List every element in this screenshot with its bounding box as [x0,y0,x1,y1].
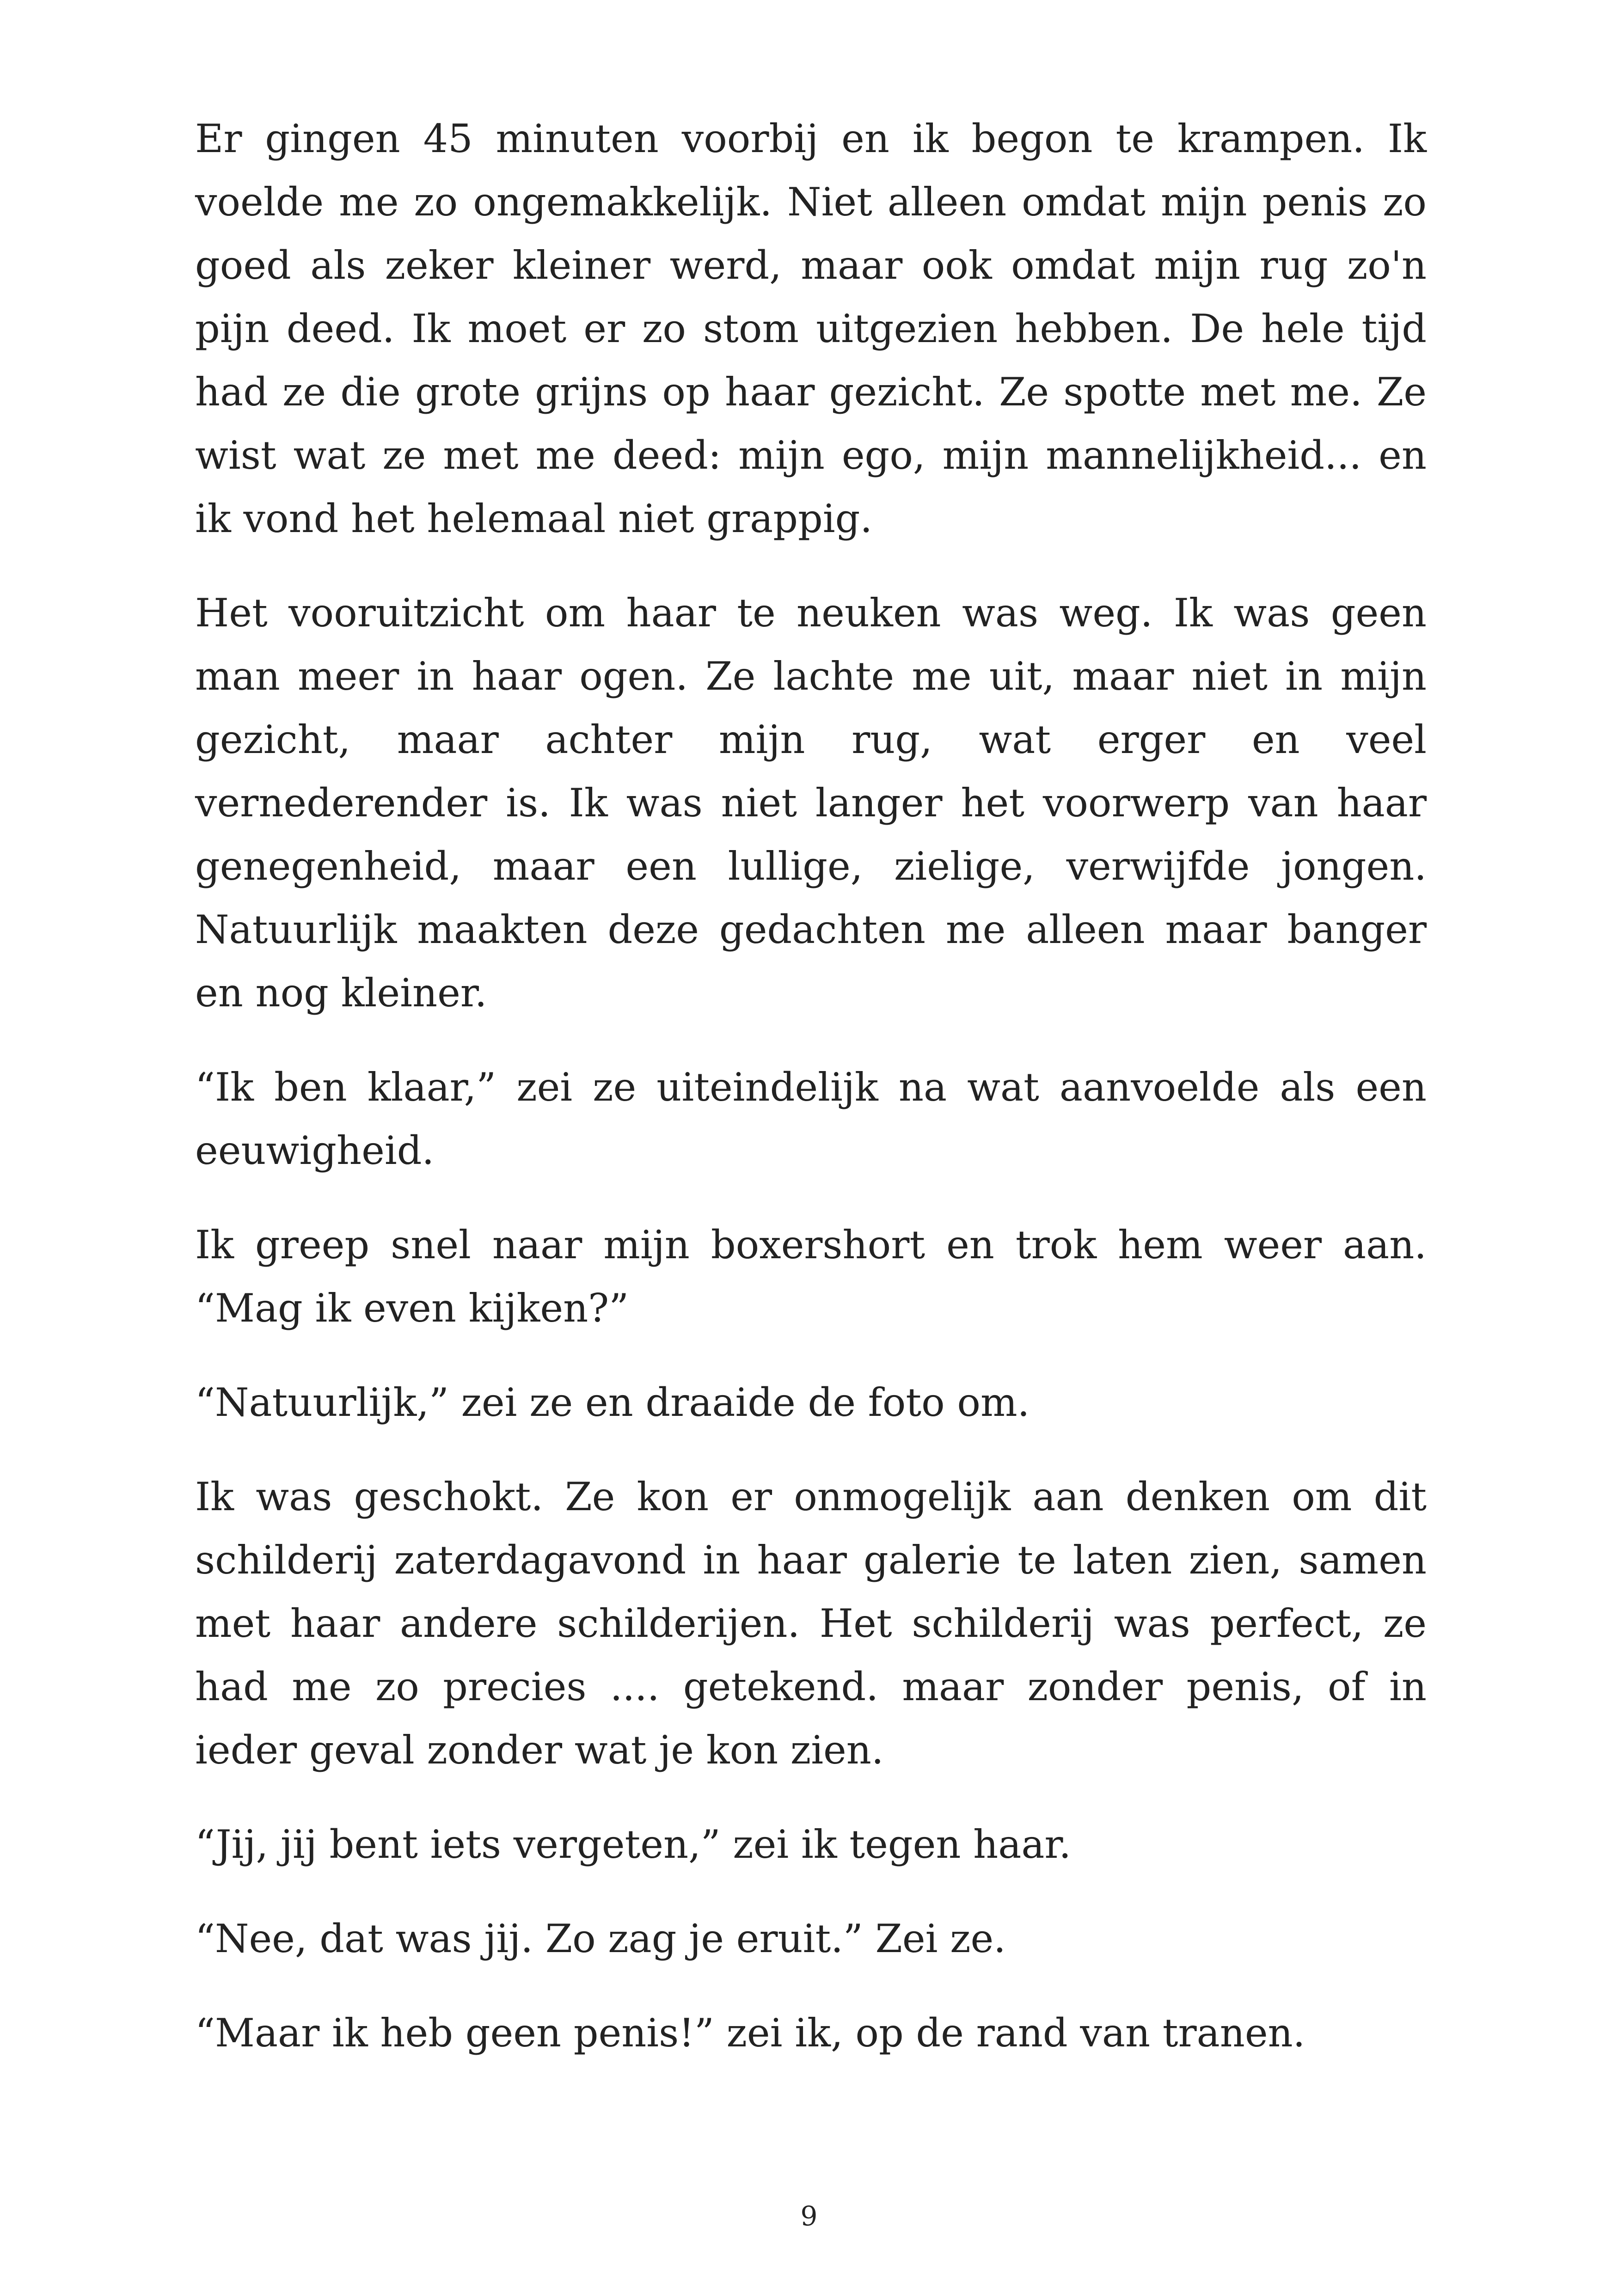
paragraph: Ik was geschokt. Ze kon er onmogelijk aan denken om dit schilderij zaterdagavond in haar galerie te laten zien, samen met haar andere schilderijen. Het schilderij was perfect, ze had me zo precies .... getekend. maar zonder penis, of in ieder geval zonder wat je kon zien. [195,1474,1427,1773]
paragraph: Ik greep snel naar mijn boxershort en trok hem weer aan. “Mag ik even kijken?” [195,1222,1427,1331]
paragraph: Er gingen 45 minuten voorbij en ik begon te krampen. Ik voelde me zo ongemakkelijk. Niet alleen omdat mijn penis zo goed als zeker kleiner werd, maar ook omdat mijn rug zo'n pijn deed. Ik moet er zo stom uitgezien hebben. De hele tijd had ze die grote grijns op haar gezicht. Ze spotte met me. Ze wist wat ze met me deed: mijn ego, mijn mannelijkheid... en ik vond het helemaal niet grappig. [195,116,1427,541]
paragraph: “Jij, jij bent iets vergeten,” zei ik tegen haar. [195,1822,1072,1867]
paragraph: Het vooruitzicht om haar te neuken was weg. Ik was geen man meer in haar ogen. Ze lachte me uit, maar niet in mijn gezicht, maar achter mijn rug, wat erger en veel vernederender is. Ik was niet langer het voorwerp van haar genegenheid, maar een lullige, zielige, verwijfde jongen. Natuurlijk maakten deze gedachten me alleen maar banger en nog kleiner. [195,590,1427,1016]
body-text [195,107,1427,2096]
paragraph: “Ik ben klaar,” zei ze uiteindelijk na wat aanvoelde als een eeuwigheid. [195,1065,1427,1173]
paragraph: “Natuurlijk,” zei ze en draaide de foto om. [195,1380,1030,1425]
paragraph: “Maar ik heb geen penis!” zei ik, op de rand van tranen. [195,2010,1305,2056]
page-number: 9 [800,2200,818,2232]
paragraph: “Nee, dat was jij. Zo zag je eruit.” Zei ze. [195,1916,1006,1961]
